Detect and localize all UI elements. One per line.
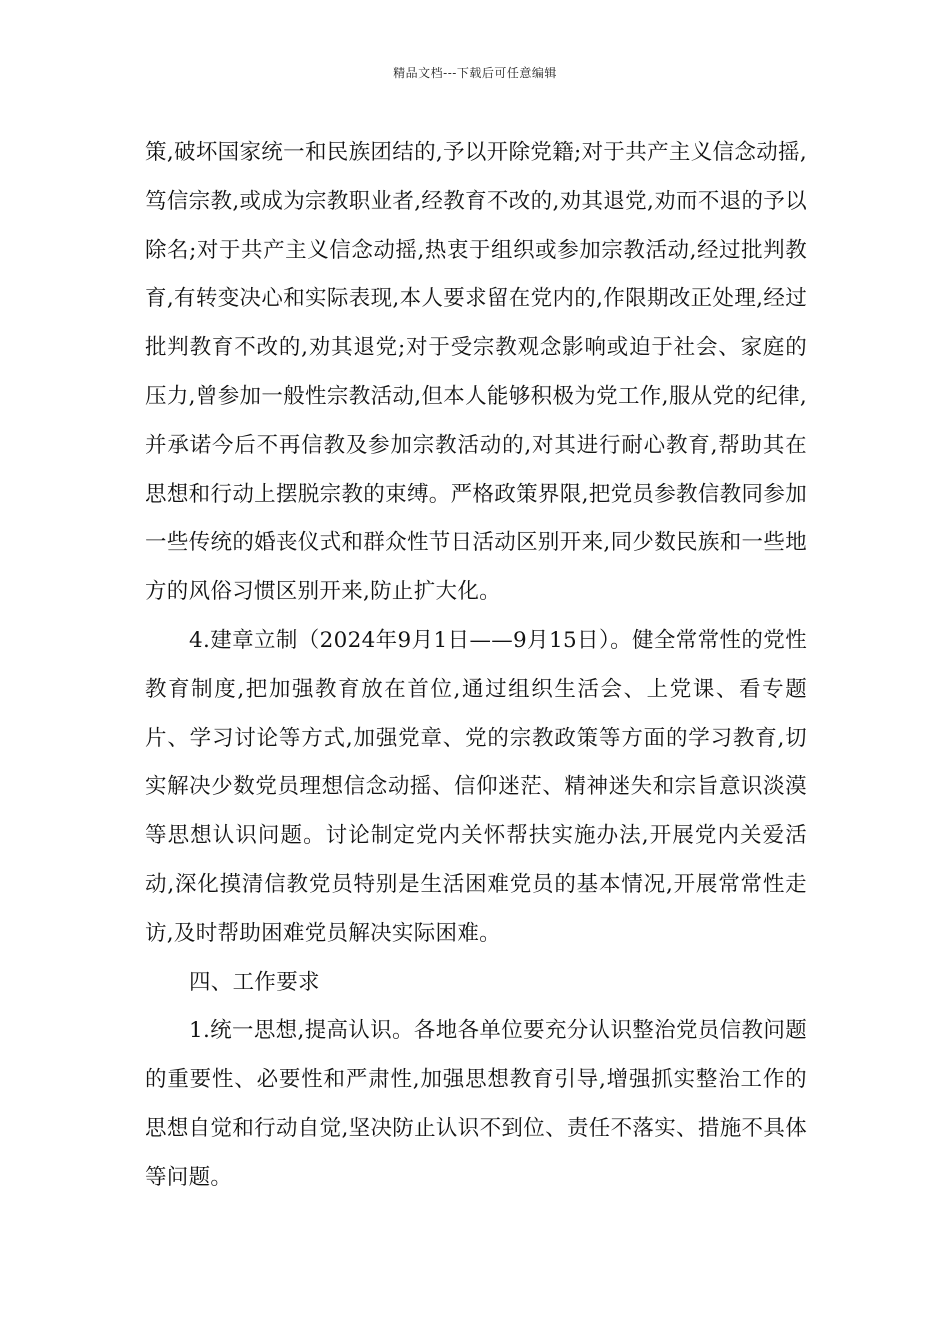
page-header: 精品文档---下载后可任意编辑 [393, 66, 557, 80]
paragraph-requirement-1: 1.统一思想,提高认识。各地各单位要充分认识整治党员信教问题的重要性、必要性和严肃性,加强思想教育引导,增强抓实整治工作的思想自觉和行动自觉,坚决防止认识不到位、责任不落实、措施不具体等问题。 [145, 1018, 807, 1190]
document-body [145, 129, 807, 1203]
paragraph-item-4: 4.建章立制（2024年9月1日——9月15日）。健全常常性的党性教育制度,把加强教育放在首位,通过组织生活会、上党课、看专题片、学习讨论等方式,加强党章、党的宗教政策等方面的学习教育,切实解决少数党员理想信念动摇、信仰迷茫、精神迷失和宗旨意识淡漠等思想认识问题。讨论制定党内关怀帮扶实施办法,开展党内关爱活动,深化摸清信教党员特别是生活困难党员的基本情况,开展常常性走访,及时帮助困难党员解决实际困难。 [145, 627, 807, 946]
section-heading-work-requirements: 四、工作要求 [189, 969, 320, 995]
paragraph-continuation: 策,破坏国家统一和民族团结的,予以开除党籍;对于共产主义信念动摇,笃信宗教,或成为宗教职业者,经教育不改的,劝其退党,劝而不退的予以除名;对于共产主义信念动摇,热衷于组织或参加宗教活动,经过批判教育,有转变决心和实际表现,本人要求留在党内的,作限期改正处理,经过批判教育不改的,劝其退党;对于受宗教观念影响或迫于社会、家庭的压力,曾参加一般性宗教活动,但本人能够积极为党工作,服从党的纪律,并承诺今后不再信教及参加宗教活动的,对其进行耐心教育,帮助其在思想和行动上摆脱宗教的束缚。严格政策界限,把党员参教信教同参加一些传统的婚丧仪式和群众性节日活动区别开来,同少数民族和一些地方的风俗习惯区别开来,防止扩大化。 [145, 140, 807, 605]
